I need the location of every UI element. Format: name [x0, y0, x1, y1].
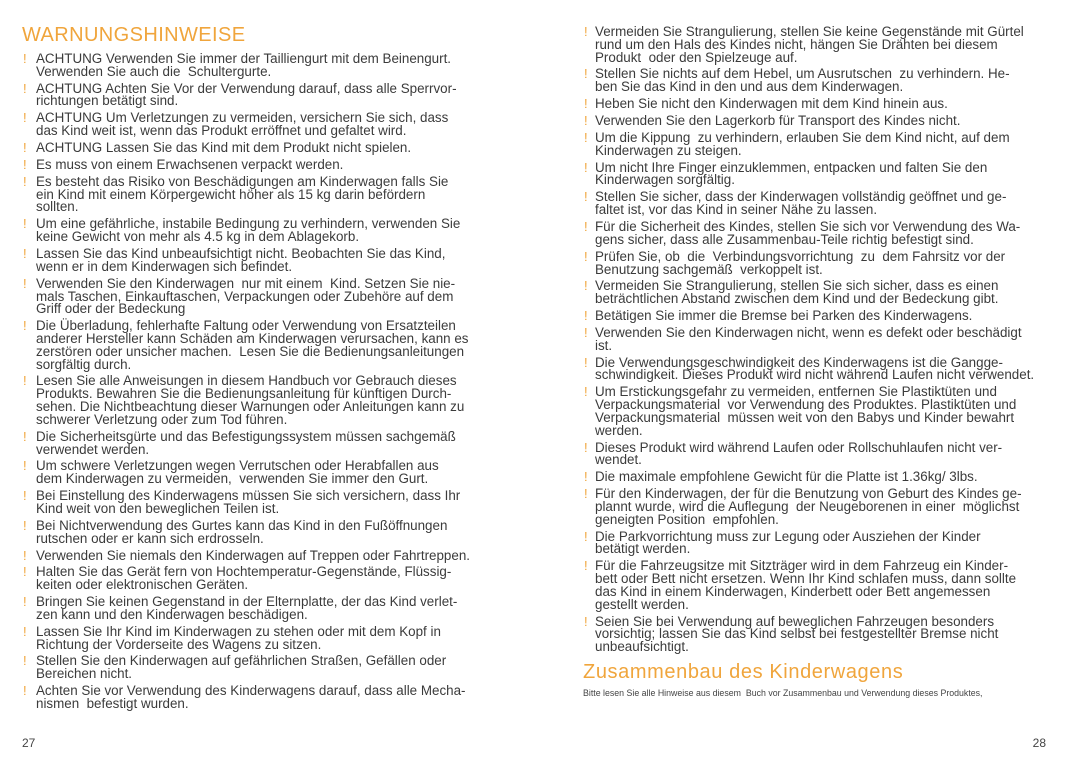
- warning-text-line: das Kind in einem Kinderwagen, Kinderbett oder Bett angemessen: [595, 583, 991, 599]
- warning-text-line: Verwenden Sie den Lagerkorb für Transport des Kindes nicht.: [595, 113, 961, 129]
- warning-text-line: das Kind weit ist, wenn das Produkt erröffnet und gefaltet wird.: [36, 123, 407, 139]
- warning-item: [584, 354, 1054, 383]
- warning-text: [595, 98, 1054, 111]
- warning-text: [595, 280, 1054, 306]
- exclamation-icon: !: [23, 173, 27, 189]
- warning-text-line: Vermeiden Sie Strangulierung, stellen Sie sich sicher, dass es einen: [595, 278, 999, 294]
- exclamation-icon: !: [584, 159, 588, 175]
- exclamation-icon: !: [23, 140, 27, 156]
- warning-text-line: Stellen Sie den Kinderwagen auf gefährlichen Straßen, Gefällen oder: [36, 653, 447, 669]
- warning-text-line: faltet ist, vor das Kind in seiner Nähe zu lassen.: [595, 202, 878, 218]
- warning-text-line: Verpackungsmaterial müssen weit von den Babys und Kinder bewahrt: [595, 409, 1015, 425]
- warning-text: [595, 488, 1054, 526]
- warning-text: [36, 112, 495, 138]
- exclamation-icon: !: [584, 324, 588, 340]
- warning-item: [23, 320, 495, 371]
- warning-item: [23, 53, 495, 79]
- exclamation-icon: !: [584, 528, 588, 544]
- warning-text: [36, 517, 495, 546]
- warning-item: [584, 471, 1054, 484]
- warning-text: [595, 324, 1054, 353]
- warning-text-line: verwendet werden.: [36, 441, 150, 457]
- warning-text-line: sehen. Die Nichtbeachtung dieser Warnungen oder Anleitungen kann zu: [36, 399, 465, 415]
- warning-text-line: Griff oder der Bedeckung: [36, 301, 186, 317]
- warning-text-line: Lesen Sie alle Anweisungen in diesem Handbuch vor Gebrauch dieses: [36, 373, 457, 389]
- warning-text-line: sorgfältig durch.: [36, 356, 132, 372]
- exclamation-icon: !: [584, 219, 588, 235]
- warning-text: [595, 471, 1054, 484]
- warning-text-line: Um Erstickungsgefahr zu vermeiden, entfernen Sie Plastiktüten und: [595, 384, 997, 400]
- warning-text-line: geneigten Position empfohlen.: [595, 511, 779, 527]
- warning-item: [584, 191, 1054, 217]
- warning-text-line: beträchtlichen Abstand zwischen dem Kind und der Bedeckung gibt.: [595, 291, 999, 307]
- warning-text-line: ACHTUNG Achten Sie Vor der Verwendung darauf, dass alle Sperrvor-: [36, 80, 457, 96]
- warning-text-line: Es besteht das Risiko von Beschädigungen am Kinderwagen falls Sie: [36, 173, 449, 189]
- warning-item: [23, 275, 495, 317]
- warning-text-line: anderer Hersteller kann Schäden am Kinderwagen verursachen, kann es: [36, 330, 469, 346]
- warning-text-line: Lassen Sie das Kind unbeaufsichtigt nicht. Beobachten Sie das Kind,: [36, 246, 446, 262]
- warning-text-line: Die Verwendungsgeschwindigkeit des Kinderwagens ist die Gangge-: [595, 354, 1003, 370]
- warning-item: [23, 460, 495, 486]
- exclamation-icon: !: [584, 613, 588, 629]
- warning-text: [36, 156, 495, 172]
- exclamation-icon: !: [23, 275, 27, 291]
- warning-text-line: unbeaufsichtigt.: [595, 639, 689, 655]
- warning-item: [584, 386, 1054, 437]
- warning-text: [36, 248, 495, 274]
- warning-text-line: Es muss von einem Erwachsenen verpackt werden.: [36, 156, 344, 172]
- warning-text-line: Prüfen Sie, ob die Verbindungsvorrichtung zu dem Fahrsitz vor der: [595, 248, 1006, 264]
- warning-text-line: rutschen oder er kann sich erdrosseln.: [36, 530, 264, 546]
- exclamation-icon: !: [584, 384, 588, 400]
- exclamation-icon: !: [584, 24, 588, 39]
- warning-text-line: Produkt oder den Spielzeuge auf.: [595, 49, 798, 65]
- exclamation-icon: !: [23, 458, 27, 474]
- exclamation-icon: !: [23, 428, 27, 444]
- warning-text: [36, 173, 495, 215]
- warning-text: [595, 115, 1054, 128]
- exclamation-icon: !: [584, 469, 588, 485]
- warning-text-line: Stellen Sie nichts auf dem Hebel, um Ausrutschen zu verhindern. He-: [595, 66, 1010, 82]
- warning-text: [595, 439, 1054, 468]
- warning-text: [595, 221, 1054, 247]
- warning-item: [584, 26, 1054, 64]
- warning-item: [23, 80, 495, 109]
- warning-text: [36, 596, 495, 622]
- warning-text: [595, 354, 1054, 383]
- warning-item: [23, 428, 495, 457]
- exclamation-icon: !: [23, 547, 27, 563]
- warning-item: [23, 623, 495, 652]
- warning-text: [36, 142, 495, 155]
- warnings-heading: WARNUNGSHINWEISE: [22, 24, 246, 46]
- warning-text: [36, 623, 495, 652]
- warning-text-line: Verwenden Sie den Kinderwagen nur mit einem Kind. Setzen Sie nie-: [36, 275, 456, 291]
- warning-text-line: Achten Sie vor Verwendung des Kinderwagens darauf, dass alle Mecha-: [36, 683, 466, 699]
- warning-text: [595, 191, 1054, 217]
- warning-item: [584, 324, 1054, 353]
- warning-item: [584, 528, 1054, 557]
- warning-text-line: Vermeiden Sie Strangulierung, stellen Sie keine Gegenstände mit Gürtel: [595, 24, 1024, 39]
- warning-item: [23, 655, 495, 681]
- warning-text-line: wendet.: [595, 452, 642, 468]
- warning-text-line: Verwenden Sie niemals den Kinderwagen auf Treppen oder Fahrtreppen.: [36, 547, 470, 563]
- warning-text-line: mals Taschen, Einkauftaschen, Verpackungen oder Zubehöre auf dem: [36, 288, 454, 304]
- warning-item: [584, 115, 1054, 128]
- warning-item: [584, 98, 1054, 111]
- exclamation-icon: !: [23, 517, 27, 533]
- exclamation-icon: !: [23, 216, 27, 232]
- warning-item: [23, 248, 495, 274]
- warning-text: [36, 320, 495, 371]
- warning-text-line: Betätigen Sie immer die Bremse bei Parken des Kinderwagens.: [595, 308, 973, 324]
- warning-text-line: Kinderwagen sorgfältig.: [595, 172, 735, 188]
- exclamation-icon: !: [23, 51, 27, 66]
- exclamation-icon: !: [584, 308, 588, 324]
- warning-item: [23, 547, 495, 563]
- warning-text-line: plannt wurde, wird die Auflegung der Neugeborenen in einer möglichst: [595, 499, 1020, 514]
- warning-text-line: Benutzung sachgemäß verkoppelt ist.: [595, 261, 823, 277]
- warning-text-line: gens sicher, dass alle Zusammenbau-Teile richtig befestigt sind.: [595, 231, 974, 247]
- warning-text: [595, 560, 1054, 611]
- warning-item: [584, 613, 1054, 655]
- warning-text-line: Die maximale empfohlene Gewicht für die Platte ist 1.36kg/ 3lbs.: [595, 469, 978, 485]
- warning-text-line: Um schwere Verletzungen wegen Verrutschen oder Herabfallen aus: [36, 458, 439, 474]
- right-page: [540, 0, 1079, 762]
- warning-text: [36, 655, 495, 681]
- warning-text-line: keine Gewicht von mehr als 4.5 kg in dem Ablagekorb.: [36, 229, 360, 245]
- warning-text-line: schwindigkeit. Dieses Produkt wird nicht während Laufen nicht verwendet.: [595, 367, 1035, 383]
- assembly-section-intro: Bitte lesen Sie alle Hinweise aus diesem Buch vor Zusammenbau und Verwendung dieses Produktes,: [583, 688, 983, 698]
- warning-text-line: richtungen betätigt sind.: [36, 93, 179, 109]
- warning-text: [36, 80, 495, 109]
- warning-text-line: sollten.: [36, 199, 79, 215]
- warning-text: [595, 386, 1054, 437]
- exclamation-icon: !: [584, 248, 588, 264]
- exclamation-icon: !: [584, 354, 588, 370]
- warning-item: [23, 218, 495, 244]
- exclamation-icon: !: [584, 129, 588, 145]
- warning-text-line: schwerer Verletzung oder zum Tod führen.: [36, 411, 288, 427]
- warning-item: [23, 112, 495, 138]
- warning-text-line: Heben Sie nicht den Kinderwagen mit dem Kind hinein aus.: [595, 96, 948, 112]
- warning-text-line: Bei Einstellung des Kinderwagens müssen Sie sich versichern, dass Ihr: [36, 488, 461, 504]
- warning-text-line: Stellen Sie sicher, dass der Kinderwagen vollständig geöffnet und ge-: [595, 189, 1007, 205]
- warning-text: [595, 310, 1054, 323]
- warning-text: [36, 685, 495, 711]
- warning-text: [595, 159, 1054, 188]
- warning-item: [584, 129, 1054, 158]
- exclamation-icon: !: [23, 594, 27, 610]
- warning-text-line: dem Kinderwagen zu vermeiden, verwenden Sie immer den Gurt.: [36, 471, 429, 487]
- exclamation-icon: !: [584, 96, 588, 112]
- warnings-list-left: [23, 53, 495, 711]
- warning-text-line: ACHTUNG Lassen Sie das Kind mit dem Produkt nicht spielen.: [36, 140, 412, 156]
- warning-text-line: Die Parkvorrichtung muss zur Legung oder Ausziehen der Kinder: [595, 528, 981, 544]
- exclamation-icon: !: [23, 156, 27, 172]
- exclamation-icon: !: [23, 110, 27, 126]
- warning-item: [584, 488, 1054, 526]
- warning-text-line: zen kann und den Kinderwagen beschädigen.: [36, 606, 308, 622]
- warning-text: [595, 248, 1054, 277]
- exclamation-icon: !: [584, 558, 588, 574]
- warning-text-line: Um nicht Ihre Finger einzuklemmen, entpacken und falten Sie den: [595, 159, 988, 175]
- warning-text-line: Für die Fahrzeugsitze mit Sitzträger wird in dem Fahrzeug ein Kinder-: [595, 558, 1009, 574]
- warning-item: [23, 156, 495, 172]
- warning-text-line: Lassen Sie Ihr Kind im Kinderwagen zu stehen oder mit dem Kopf in: [36, 623, 441, 639]
- exclamation-icon: !: [584, 113, 588, 129]
- warning-text-line: Bereichen nicht.: [36, 666, 133, 682]
- warning-text-line: Für den Kinderwagen, der für die Benutzung von Geburt des Kindes ge-: [595, 486, 1022, 502]
- exclamation-icon: !: [23, 653, 27, 669]
- exclamation-icon: !: [584, 66, 588, 82]
- warning-text: [595, 68, 1054, 94]
- page-number: 28: [1032, 736, 1046, 750]
- warning-text: [595, 528, 1054, 557]
- warning-text-line: Produkts. Bewahren Sie die Bedienungsanleitung für künftigen Durch-: [36, 386, 452, 402]
- exclamation-icon: !: [23, 488, 27, 504]
- page-number: 27: [22, 736, 36, 750]
- warning-text-line: Die Überladung, fehlerhafte Faltung oder Verwendung von Ersatzteilen: [36, 318, 456, 334]
- warning-text-line: ACHTUNG Verwenden Sie immer der Tailliengurt mit dem Beinengurt.: [36, 51, 452, 66]
- warning-text-line: Um eine gefährliche, instabile Bedingung zu verhindern, verwenden Sie: [36, 216, 461, 232]
- exclamation-icon: !: [23, 318, 27, 334]
- warning-text: [36, 566, 495, 592]
- exclamation-icon: !: [584, 278, 588, 294]
- warning-item: [23, 173, 495, 215]
- warning-text: [36, 428, 495, 457]
- warning-text-line: Bei Nichtverwendung des Gurtes kann das Kind in den Fußöffnungen: [36, 517, 448, 533]
- warning-text-line: zerstören oder unsicher machen. Lesen Sie die Bedienungsanleitungen: [36, 343, 465, 359]
- warning-text-line: Verwenden Sie auch die Schultergurte.: [36, 63, 272, 79]
- warning-text: [36, 375, 495, 426]
- warning-item: [584, 68, 1054, 94]
- exclamation-icon: !: [584, 189, 588, 205]
- warning-text-line: Verpackungsmaterial vor Verwendung des Produktes. Plastiktüten und: [595, 397, 1017, 413]
- exclamation-icon: !: [23, 623, 27, 639]
- assembly-section-heading: Zusammenbau des Kinderwagens: [583, 661, 904, 683]
- warning-text: [36, 460, 495, 486]
- exclamation-icon: !: [23, 80, 27, 96]
- warning-item: [23, 517, 495, 546]
- warning-text-line: Für die Sicherheit des Kindes, stellen Sie sich vor Verwendung des Wa-: [595, 219, 1021, 235]
- warning-text-line: Dieses Produkt wird während Laufen oder Rollschuhlaufen nicht ver-: [595, 439, 1003, 455]
- warning-text-line: vorsichtig; lassen Sie das Kind selbst bei festgestellter Bremse nicht: [595, 626, 999, 642]
- warning-text-line: werden.: [595, 422, 643, 438]
- warning-text-line: ist.: [595, 337, 613, 353]
- exclamation-icon: !: [23, 373, 27, 389]
- warning-text-line: ein Kind mit einem Körpergewicht höher als 15 kg darin befördern: [36, 186, 426, 202]
- warning-item: [584, 248, 1054, 277]
- warning-item: [584, 280, 1054, 306]
- warning-item: [584, 439, 1054, 468]
- warning-text-line: Seien Sie bei Verwendung auf beweglichen Fahrzeugen besonders: [595, 613, 995, 629]
- warning-text-line: Richtung der Vorderseite des Wagens zu sitzen.: [36, 636, 322, 652]
- warning-text-line: Kinderwagen zu steigen.: [595, 142, 742, 158]
- warning-text: [36, 547, 495, 563]
- warning-item: [23, 375, 495, 426]
- warning-text-line: Bringen Sie keinen Gegenstand in der Elternplatte, der das Kind verlet-: [36, 594, 458, 610]
- warning-item: [584, 221, 1054, 247]
- warning-text-line: wenn er in dem Kinderwagen sich befindet.: [36, 258, 293, 274]
- warning-text-line: nismen befestigt wurden.: [36, 695, 189, 711]
- warning-text: [36, 53, 495, 79]
- warning-text-line: keiten oder elektronischen Geräten.: [36, 577, 249, 593]
- warning-item: [584, 560, 1054, 611]
- warning-text-line: betätigt werden.: [595, 541, 691, 557]
- warning-text: [595, 26, 1054, 64]
- warning-text: [36, 218, 495, 244]
- exclamation-icon: !: [23, 564, 27, 580]
- warning-text-line: bett oder Bett nicht ersetzen. Wenn Ihr Kind schlafen muss, dann sollte: [595, 571, 1017, 587]
- exclamation-icon: !: [584, 439, 588, 455]
- warning-text-line: ACHTUNG Um Verletzungen zu vermeiden, versichern Sie sich, dass: [36, 110, 449, 126]
- exclamation-icon: !: [23, 246, 27, 262]
- warning-text-line: gestellt werden.: [595, 596, 689, 612]
- warning-item: [23, 566, 495, 592]
- exclamation-icon: !: [23, 683, 27, 699]
- warning-item: [584, 159, 1054, 188]
- warnings-list-right: [584, 26, 1054, 654]
- warning-item: [23, 596, 495, 622]
- warning-text: [36, 275, 495, 317]
- warning-text: [595, 613, 1054, 655]
- warning-text-line: Die Sicherheitsgürte und das Befestigungssystem müssen sachgemäß: [36, 428, 456, 444]
- warning-text-line: Verwenden Sie den Kinderwagen nicht, wenn es defekt oder beschädigt: [595, 324, 1022, 340]
- warning-text-line: Kind weit von den beweglichen Teilen ist.: [36, 500, 280, 516]
- warning-text-line: Halten Sie das Gerät fern von Hochtemperatur-Gegenstände, Flüssig-: [36, 564, 452, 580]
- exclamation-icon: !: [584, 486, 588, 502]
- warning-text-line: ben Sie das Kind in den und aus dem Kinderwagen.: [595, 79, 904, 95]
- warning-item: [23, 490, 495, 516]
- warning-text-line: rund um den Hals des Kindes nicht, hängen Sie Drähten bei diesem: [595, 36, 998, 52]
- warning-item: [23, 142, 495, 155]
- warning-text-line: Um die Kippung zu verhindern, erlauben Sie dem Kind nicht, auf dem: [595, 129, 1010, 145]
- warning-text: [36, 490, 495, 516]
- warning-item: [23, 685, 495, 711]
- warning-item: [584, 310, 1054, 323]
- warning-text: [595, 129, 1054, 158]
